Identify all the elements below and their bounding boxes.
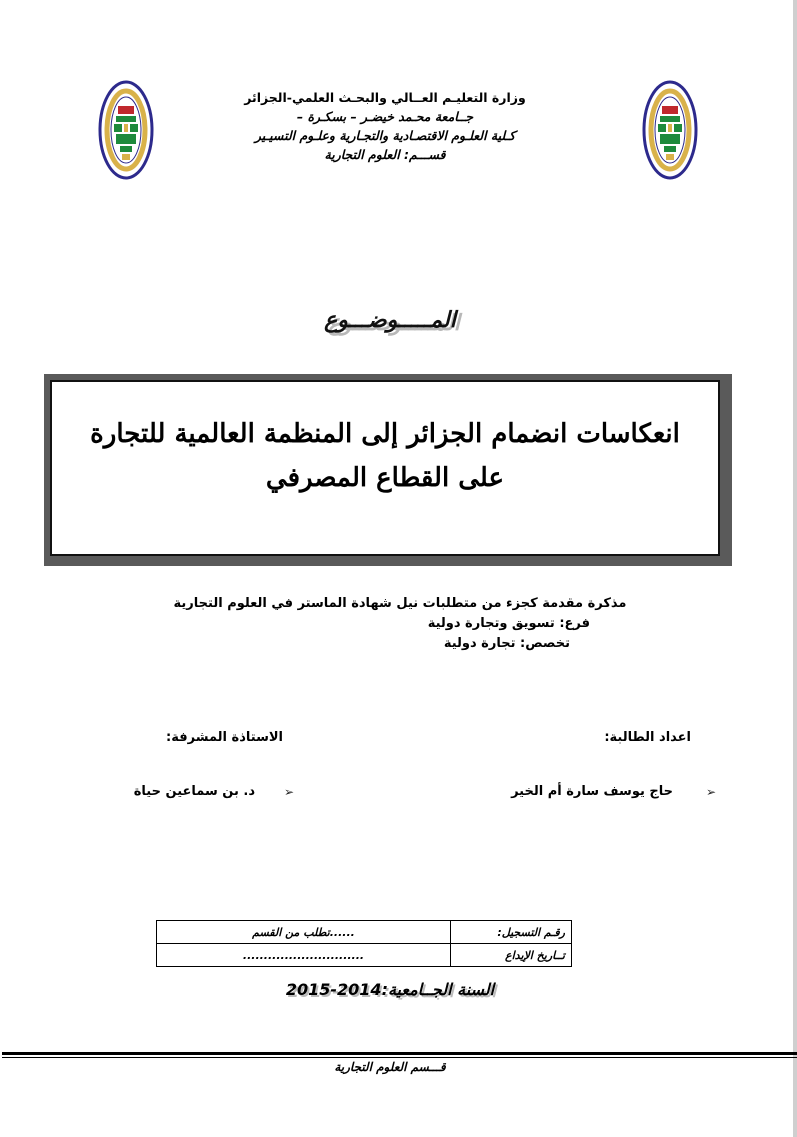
university-line: جــامعة محـمد خيضـر – بسكـرة – bbox=[296, 109, 474, 124]
bullet-arrow-icon: ➢ bbox=[706, 785, 717, 799]
institution-header bbox=[220, 88, 550, 164]
page-edge-shadow bbox=[793, 0, 797, 1137]
supervisor-label: الاستاذة المشرفة: bbox=[166, 730, 283, 745]
thesis-title-line2: على القطاع المصرفي bbox=[265, 463, 505, 493]
university-seal-icon bbox=[642, 78, 698, 182]
deposit-date-value: ............................. bbox=[157, 944, 451, 967]
thesis-title-line1: انعكاسات انضمام الجزائر إلى المنظمة العالمية للتجارة bbox=[90, 419, 680, 449]
deposit-date-label: تــاريخ الإيداع bbox=[451, 944, 572, 967]
bullet-arrow-icon: ➢ bbox=[284, 785, 295, 799]
subject-heading: المـــــوضـــوع bbox=[324, 308, 456, 333]
registration-table bbox=[156, 920, 572, 967]
footer-divider-thin bbox=[2, 1057, 797, 1058]
thesis-description bbox=[120, 594, 680, 654]
university-logo-right bbox=[642, 78, 698, 182]
thesis-title bbox=[66, 412, 704, 500]
ministry-line: وزارة التعليـم العــالي والبحـث العلمي-الجزائر bbox=[244, 90, 526, 105]
degree-line: مذكرة مقدمة كجزء من متطلبات نيل شهادة الماستر في العلوم التجارية bbox=[173, 596, 627, 611]
table-row bbox=[157, 921, 572, 944]
table-row bbox=[157, 944, 572, 967]
student-label: اعداد الطالبة: bbox=[604, 730, 691, 745]
specialty-line: تخصص: تجارة دولية bbox=[443, 636, 570, 651]
registration-number-value: ......تطلب من القسم bbox=[157, 921, 451, 944]
footer-divider bbox=[2, 1052, 797, 1055]
title-box bbox=[50, 380, 720, 556]
student-name: حاج يوسف سارة أم الخير bbox=[511, 784, 673, 799]
branch-line: فرع: تسويق وتجارة دولية bbox=[427, 616, 590, 631]
faculty-line: كـلية العلـوم الاقتصـادية والتجـارية وعلـوم التسيـير bbox=[254, 128, 516, 143]
supervisor-name: د. بن سماعين حياة bbox=[133, 784, 255, 799]
title-frame bbox=[44, 374, 732, 566]
university-logo-left bbox=[98, 78, 154, 182]
academic-year: السنة الجــامعية:2014-2015 bbox=[285, 980, 495, 999]
registration-number-label: رقـم التسجيل: bbox=[451, 921, 572, 944]
department-line: قســـم: العلوم التجارية bbox=[324, 147, 446, 162]
footer-department: قـــسم العلوم التجارية bbox=[334, 1060, 446, 1074]
university-seal-icon bbox=[98, 78, 154, 182]
